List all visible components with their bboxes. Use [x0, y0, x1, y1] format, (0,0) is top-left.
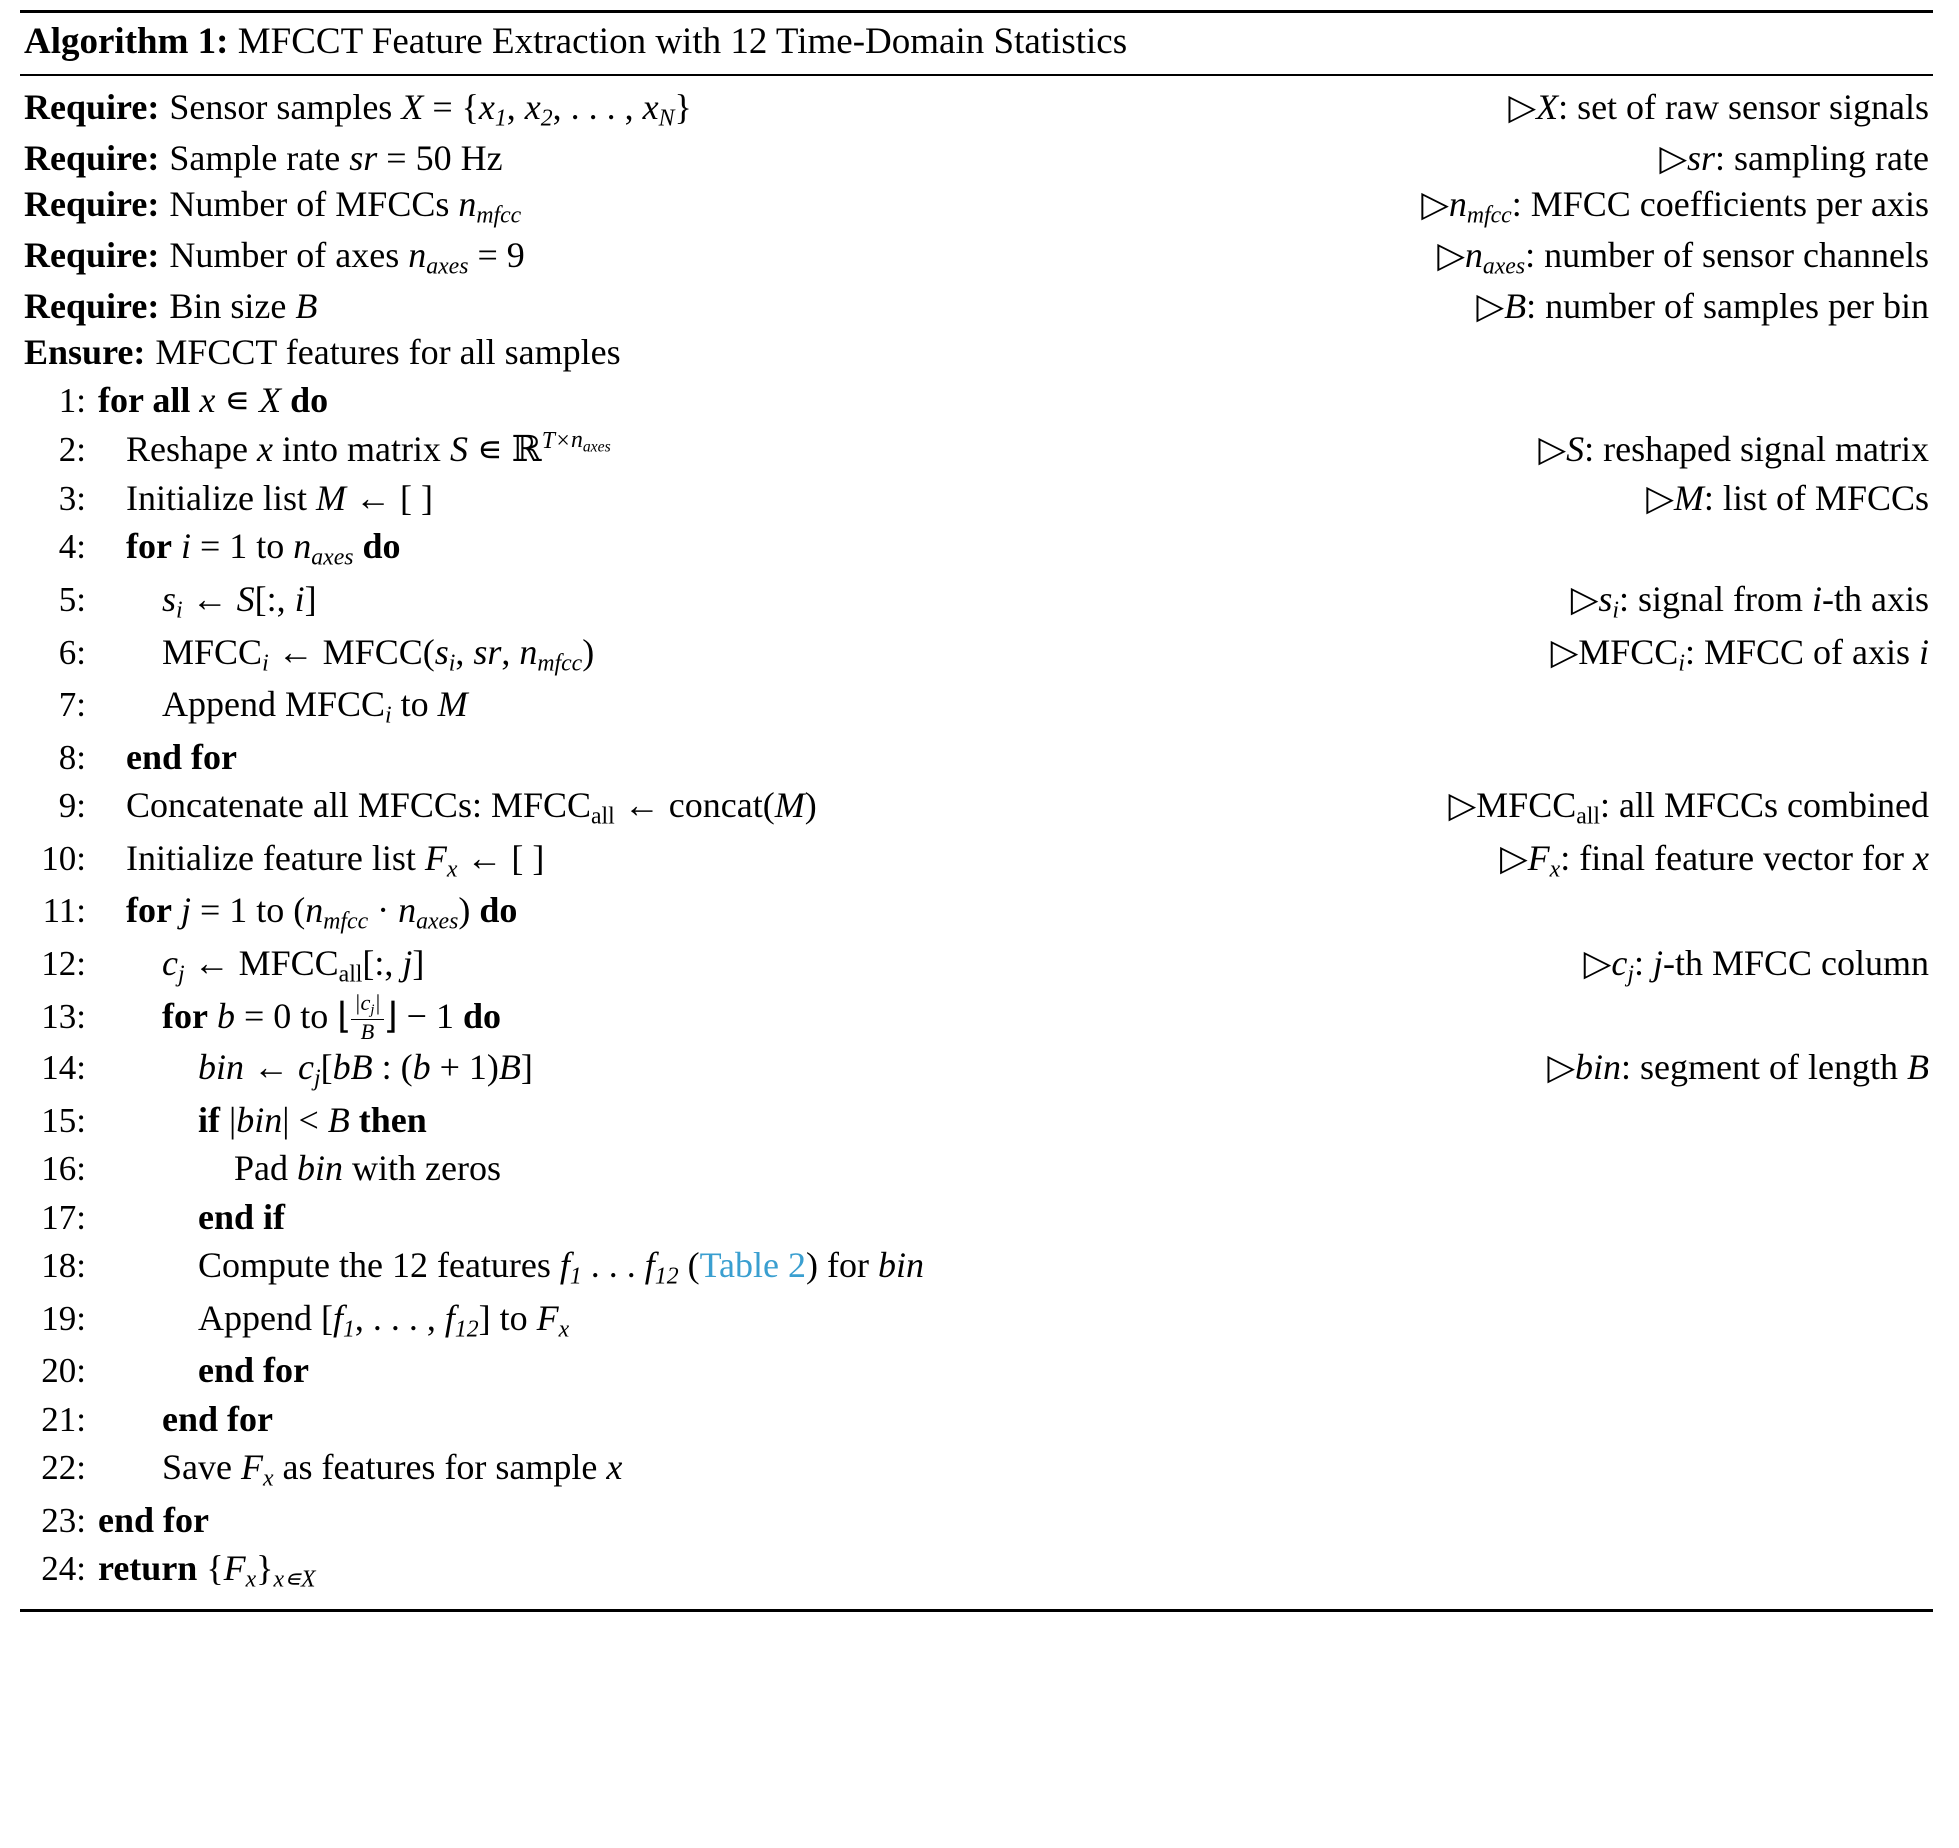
- requirement-line: [24, 232, 1929, 283]
- step-text: if |bin| < B then: [198, 1100, 427, 1141]
- step-number: 13:: [41, 997, 86, 1037]
- requirement-comment: ▷sr: sampling rate: [1659, 137, 1929, 178]
- step-number: 3:: [58, 478, 86, 518]
- step-text: Compute the 12 features $f_1$ . . . $f_{12}$ (Table 2) for bin: [198, 1245, 924, 1290]
- requires-list: [24, 84, 1929, 376]
- requirement-label: Ensure:: [24, 332, 146, 373]
- algorithm-body: [20, 76, 1933, 1609]
- step-text: end for: [198, 1350, 309, 1391]
- step-text: bin ← $c_j[bB$ : (b + 1)B]: [198, 1047, 533, 1093]
- step-number: 10:: [41, 838, 86, 878]
- requirement-label: Require:: [24, 184, 160, 225]
- requirement-label: Require:: [24, 234, 160, 275]
- algorithm-step: [24, 886, 1929, 939]
- requirement-line: [24, 135, 1929, 182]
- step-text: $MFCC_i$ ← $MFCC(s_i$, sr, $n_{mfcc}$): [162, 631, 595, 677]
- step-number: 12:: [41, 943, 86, 983]
- step-text: for j = 1 to $(n_{mfcc} \cdot n_{axes})$ do: [126, 890, 518, 935]
- requirement-comment: ▷X: set of raw sensor signals: [1508, 87, 1929, 128]
- algorithm-step: [24, 1294, 1929, 1347]
- requirement-text: Bin size B: [169, 285, 318, 326]
- step-text: Initialize feature list $F_x$ ← [ ]: [126, 837, 545, 883]
- requirement-label: Require:: [24, 87, 160, 128]
- step-number: 7:: [58, 685, 86, 725]
- algorithm-block: [20, 10, 1933, 1612]
- step-number: 23:: [41, 1500, 86, 1540]
- step-text: Reshape x into matrix S ∊ ℝ$^{T\times n_{axes}}$: [126, 427, 611, 470]
- step-comment: $▷c_j$: j-th MFCC column: [1583, 942, 1929, 988]
- step-text: return $\{F_x\}_{x∊X}$: [98, 1548, 316, 1593]
- step-number: 4:: [58, 527, 86, 567]
- step-number: 2:: [58, 429, 86, 469]
- algorithm-step: [24, 834, 1929, 887]
- requirement-text: MFCCT features for all samples: [155, 332, 621, 373]
- requirement-label: Require:: [24, 137, 160, 178]
- algorithm-step: [24, 1443, 1929, 1496]
- algorithm-step: [24, 522, 1929, 575]
- algorithm-title: [20, 13, 1933, 76]
- step-text: Initialize list M ← [ ]: [126, 477, 433, 518]
- step-number: 22:: [41, 1448, 86, 1488]
- step-text: Append [$f_1$, . . . , $f_{12}$] to $F_x$: [198, 1297, 570, 1343]
- requirement-line: [24, 84, 1929, 135]
- requirement-line: [24, 283, 1929, 330]
- algorithm-step: [24, 425, 1929, 474]
- step-number: 17:: [41, 1197, 86, 1237]
- step-comment: ▷bin: segment of length B: [1547, 1047, 1929, 1088]
- algorithm-step: [24, 1241, 1929, 1294]
- step-text: $s_i$ ← S[:, i]: [162, 578, 317, 624]
- step-number: 16:: [41, 1149, 86, 1189]
- requirement-text: Number of MFCCs $n_{mfcc}$: [169, 184, 522, 230]
- step-number: 21:: [41, 1399, 86, 1439]
- requirement-line: [24, 181, 1929, 232]
- algorithm-step: [24, 474, 1929, 522]
- step-comment: $▷s_i$: signal from i-th axis: [1570, 578, 1929, 624]
- algorithm-step: [24, 1544, 1929, 1597]
- step-comment: ▷S: reshaped signal matrix: [1538, 428, 1929, 469]
- step-number: 1:: [58, 381, 86, 421]
- requirement-text: Sensor samples $X = \{x_1$, $x_2$, . . . , $x_N$}: [169, 87, 692, 132]
- step-number: 9:: [58, 786, 86, 826]
- step-text: end for: [98, 1499, 209, 1540]
- step-number: 18:: [41, 1246, 86, 1286]
- requirement-line: [24, 329, 1929, 376]
- requirement-comment: $▷n_{axes}$: number of sensor channels: [1437, 234, 1929, 280]
- algorithm-step: [24, 1043, 1929, 1096]
- algorithm-step: [24, 1096, 1929, 1144]
- step-number: 8:: [58, 737, 86, 777]
- step-comment: $▷MFCC_{all}$: all MFCCs combined: [1448, 785, 1929, 830]
- algorithm-step: [24, 575, 1929, 628]
- requirement-comment: $▷n_{mfcc}$: MFCC coefficients per axis: [1421, 184, 1929, 230]
- step-text: Save $F_x$ as features for sample x: [162, 1447, 623, 1492]
- steps-list: [24, 376, 1929, 1597]
- requirement-text: Sample rate sr = 50 Hz: [169, 137, 503, 178]
- step-number: 6:: [58, 632, 86, 672]
- step-text: Pad bin with zeros: [234, 1148, 501, 1189]
- requirement-text: Number of axes $n_{axes} = 9$: [169, 234, 525, 280]
- step-number: 15:: [41, 1101, 86, 1141]
- algorithm-step: [24, 991, 1929, 1043]
- step-number: 24:: [41, 1549, 86, 1589]
- step-text: Append $MFCC_i$ to M: [162, 684, 468, 729]
- step-number: 14:: [41, 1048, 86, 1088]
- algorithm-step: [24, 733, 1929, 781]
- step-text: Concatenate all MFCCs: $MFCC_{all}$ ← concat(M): [126, 785, 817, 830]
- requirement-comment: ▷B: number of samples per bin: [1476, 285, 1929, 326]
- algorithm-step: [24, 628, 1929, 681]
- algorithm-step: [24, 1346, 1929, 1394]
- step-comment: ▷M: list of MFCCs: [1646, 477, 1929, 518]
- step-number: 5:: [58, 579, 86, 619]
- step-comment: $▷MFCC_i$: MFCC of axis i: [1550, 631, 1929, 677]
- step-number: 20:: [41, 1351, 86, 1391]
- step-text: end if: [198, 1196, 286, 1237]
- algorithm-step: [24, 1193, 1929, 1241]
- algorithm-step: [24, 680, 1929, 733]
- algorithm-step: [24, 939, 1929, 992]
- step-text: $c_j$ ← $MFCC_{all}$[:, j]: [162, 942, 425, 988]
- step-number: 19:: [41, 1298, 86, 1338]
- algorithm-step: [24, 1395, 1929, 1443]
- step-text: for all x ∊ X do: [98, 380, 329, 421]
- algorithm-step: [24, 1144, 1929, 1192]
- algorithm-step: [24, 376, 1929, 424]
- step-text: end for: [126, 736, 237, 777]
- step-number: 11:: [42, 891, 86, 931]
- algorithm-title-text: MFCCT Feature Extraction with 12 Time-Domain Statistics: [237, 21, 1128, 62]
- step-comment: $▷F_x$: final feature vector for x: [1499, 837, 1929, 883]
- algorithm-label: Algorithm 1:: [24, 21, 229, 62]
- step-text: for b = 0 to ⌊ $\frac{|c_j|}{B}$ ⌋ − 1 do: [162, 990, 501, 1045]
- step-text: for i = 1 to $n_{axes}$ do: [126, 526, 401, 571]
- step-text: end for: [162, 1398, 273, 1439]
- algorithm-step: [24, 781, 1929, 834]
- requirement-label: Require:: [24, 285, 160, 326]
- algorithm-step: [24, 1496, 1929, 1544]
